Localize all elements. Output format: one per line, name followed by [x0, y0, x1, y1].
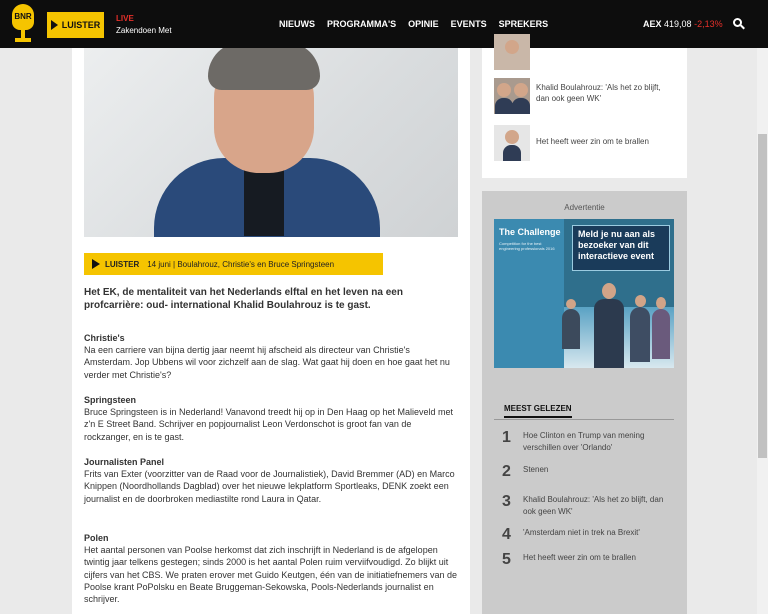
search-icon-handle — [740, 25, 745, 30]
microphone-base — [15, 38, 31, 42]
most-read-number: 4 — [502, 526, 511, 543]
aex-change: -2,13% — [694, 19, 723, 29]
listen-live-button[interactable] — [47, 12, 104, 38]
nav-item-events[interactable]: EVENTS — [450, 19, 487, 29]
section-christies — [84, 332, 458, 381]
article-column — [72, 48, 470, 614]
thumb-body-1 — [495, 98, 513, 114]
thumb-head — [505, 40, 519, 54]
thumb-head — [505, 130, 519, 144]
most-read-number: 5 — [502, 551, 511, 568]
hero-hair — [208, 48, 320, 90]
episode-description: 14 juni | Boulahrouz, Christie's en Bruce Springsteen — [147, 259, 335, 269]
section-body: Na een carriere van bijna dertig jaar neemt hij afscheid als directeur van Christie's Amsterdam. Jop Ubbens wil voor zichzelf aan de slag. Wat gaat hij doen en hoe gaat het nu verder met Christie's? — [84, 345, 450, 380]
play-icon — [51, 20, 58, 30]
most-read-title-link[interactable]: Hoe Clinton en Trump van mening verschillen over 'Orlando' — [523, 431, 645, 452]
listen-label: LUISTER — [61, 20, 101, 30]
section-heading: Christie's — [84, 333, 125, 343]
article-thumbnail — [494, 78, 530, 114]
most-read-title-link[interactable]: Het heeft weer zin om te brallen — [523, 553, 636, 562]
nav-item-sprekers[interactable]: SPREKERS — [498, 19, 549, 29]
ad-person-3 — [630, 307, 650, 362]
related-item-title: Het heeft weer zin om te brallen — [536, 137, 649, 146]
section-body: Bruce Springsteen is in Nederland! Vanavond treedt hij op in Den Haag op het Malieveld met z'n E Street Band. Schrijver en popjournalist Leon Verdonschot is groot fan van de rockzanger, en is te gast. — [84, 407, 454, 442]
section-heading: Springsteen — [84, 395, 137, 405]
live-show-name[interactable]: Zakendoen Met — [116, 26, 172, 35]
ad-person-2-head — [602, 283, 616, 299]
article-thumbnail — [494, 125, 530, 161]
related-articles — [482, 48, 687, 178]
most-read-title: MEEST GELEZEN — [504, 404, 572, 418]
top-navigation-bar — [0, 0, 768, 48]
section-polen — [84, 532, 458, 605]
section-journalisten-panel — [84, 456, 458, 505]
main-nav — [279, 19, 548, 29]
ad-person-3-head — [635, 295, 646, 307]
thumb-body — [503, 145, 521, 161]
ad-person-4-head — [656, 297, 666, 309]
section-heading: Journalisten Panel — [84, 457, 165, 467]
article-lead: Het EK, de mentaliteit van het Nederlands elftal en het leven na een profcarrière: oud- international Khalid Boulahrouz is te gast. — [84, 287, 403, 311]
most-read-number: 3 — [502, 493, 511, 510]
most-read-title-link[interactable]: 'Amsterdam niet in trek na Brexit' — [523, 528, 640, 537]
scrollbar-thumb[interactable] — [758, 134, 767, 458]
ad-subtitle: Competition for the best engineering professionals 2016 — [499, 241, 555, 252]
article-thumbnail — [494, 34, 530, 70]
ad-label: Advertentie — [564, 203, 605, 212]
aex-value: 419,08 — [664, 19, 692, 29]
ad-cta: Meld je nu aan als bezoeker van dit interactieve event — [572, 225, 670, 271]
most-read-number: 1 — [502, 429, 511, 446]
section-heading: Polen — [84, 533, 109, 543]
ad-banner[interactable] — [494, 219, 674, 368]
most-read-number: 2 — [502, 463, 511, 480]
aex-label: AEX — [643, 19, 662, 29]
most-read-title-link[interactable]: Stenen — [523, 465, 549, 474]
aex-ticker[interactable] — [643, 19, 723, 29]
section-body: Frits van Exter (voorzitter van de Raad voor de Journalistiek), David Bremmer (AD) en Marco Knippen (Noordhollands Dagblad) over het nieuwe lekplatform Sportleaks, DENK zoekt een journalist en de doorbroken mediastilte rond Laura in Qatar. — [84, 469, 455, 504]
section-springsteen — [84, 394, 458, 443]
most-read-title-link[interactable]: Khalid Boulahrouz: 'Als het zo blijft, dan ook geen WK' — [523, 495, 664, 516]
page-scrollbar[interactable] — [757, 48, 768, 614]
hero-shirt — [244, 166, 284, 236]
logo-text: BNR — [14, 12, 32, 21]
most-read-divider — [494, 419, 674, 420]
ad-person-1-head — [566, 299, 576, 309]
bnr-logo[interactable] — [10, 4, 36, 44]
ad-person-2 — [594, 299, 624, 368]
article-hero-image — [84, 48, 458, 237]
episode-listen-button[interactable] — [84, 253, 383, 275]
nav-item-opinie[interactable]: OPINIE — [408, 19, 439, 29]
ad-title: The Challenge — [499, 227, 561, 237]
related-item-title: Khalid Boulahrouz: 'Als het zo blijft, dan ook geen WK' — [536, 83, 661, 104]
thumb-head-2 — [514, 83, 528, 97]
ad-person-1 — [562, 309, 580, 349]
nav-item-nieuws[interactable]: NIEUWS — [279, 19, 315, 29]
sidebar-ad-panel — [482, 191, 687, 614]
search-icon[interactable] — [733, 18, 745, 30]
microphone-stand — [21, 30, 25, 38]
thumb-head-1 — [497, 83, 511, 97]
nav-item-programmas[interactable]: PROGRAMMA'S — [327, 19, 397, 29]
episode-listen-label: LUISTER — [105, 259, 140, 269]
live-label: LIVE — [116, 14, 134, 23]
section-body: Het aantal personen van Poolse herkomst dat zich inschrijft in Nederland is de afgelopen twintig jaar telkens gestegen; sinds 2000 is het aantal Polen ruim verviifvoudigd. Zo blijkt uit cijfers van het CBS. We praten erover met Guido Keutgen, één van de initiatiefnemers van de Poolse krant PoPolsku en Beate Bruggeman-Sekowska, Pools-Nederlands journalist en schrijver. — [84, 545, 458, 605]
thumb-body-2 — [512, 98, 530, 114]
play-icon — [92, 259, 100, 269]
ad-person-4 — [652, 309, 670, 359]
